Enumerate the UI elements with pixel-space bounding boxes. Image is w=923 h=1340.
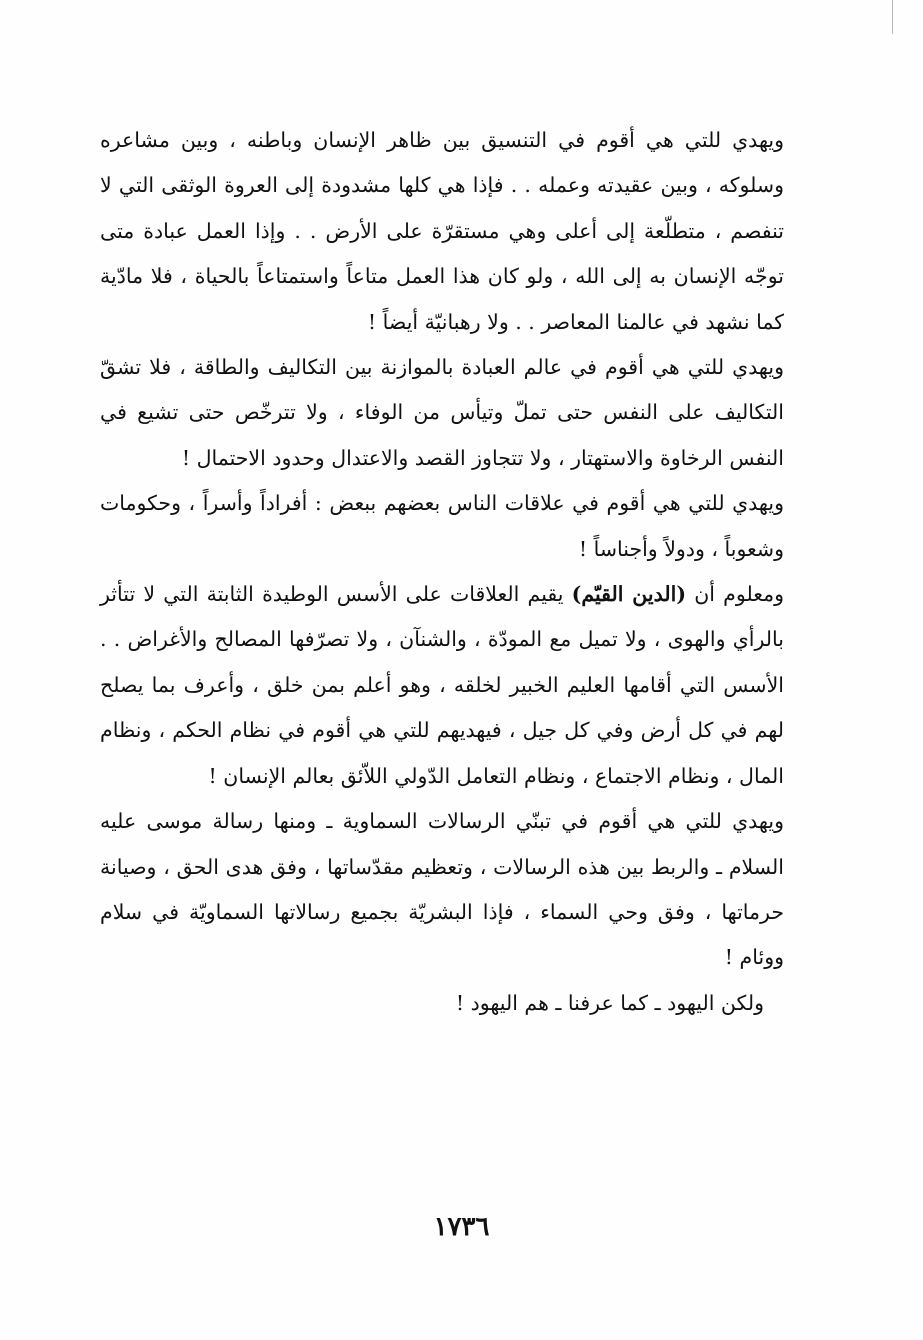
- page-number: ١٧٣٦: [433, 1212, 490, 1242]
- paragraph-6: ولكن اليهود ـ كما عرفنا ـ هم اليهود !: [455, 990, 764, 1015]
- paragraph-4-start: ومعلوم أن: [686, 582, 784, 607]
- bold-term: (الدين القيّم): [571, 582, 687, 607]
- paragraph-2: ويهدي للتي هي أقوم في عالم العبادة بالموازنة بين التكاليف والطاقة ، فلا تشقّ التكاليف على النفس حتى تملّ وتيأس من الوفاء ، ولا تترخّص حتى تشيع في النفس الرخاوة والاستهتار ، ولا تتجاوز القصد والاعتدال وحدود الاحتمال !: [100, 355, 784, 470]
- paragraph-1: ويهدي للتي هي أقوم في التنسيق بين ظاهر الإنسان وباطنه ، وبين مشاعره وسلوكه ، وبين عقيدته وعمله . . فإذا هي كلها مشدودة إلى العروة الوثقى التي لا تنفصم ، متطلّعة إلى أعلى وهي مستقرّة على الأرض . . وإذا العمل عبادة متى توجّه الإنسان به إلى الله ، ولو كان هذا العمل متاعاً واستمتاعاً بالحياة ، فلا مادّية كما نشهد في عالمنا المعاصر . . ولا رهبانيّة أيضاً !: [100, 128, 784, 334]
- page-edge-mark: [892, 0, 893, 34]
- paragraph-3: ويهدي للتي هي أقوم في علاقات الناس بعضهم ببعض : أفراداً وأسراً ، وحكومات وشعوباً ، ودولاً وأجناساً !: [100, 491, 784, 561]
- body-text: [100, 118, 812, 1026]
- paragraph-5: ويهدي للتي هي أقوم في تبنّي الرسالات السماوية ـ ومنها رسالة موسى عليه السلام ـ والربط بين هذه الرسالات ، وتعظيم مقدّساتها ، وفق هدى الحق ، وصيانة حرماتها ، وفق وحي السماء ، فإذا البشريّة بجميع رسالاتها السماويّة في سلام ووئام !: [100, 809, 784, 970]
- paragraph-4-rest: يقيم العلاقات على الأسس الوطيدة الثابتة التي لا تتأثر بالرأي والهوى ، ولا تميل مع المودّة ، والشنآن ، ولا تصرّفها المصالح والأغراض . . الأسس التي أقامها العليم الخبير لخلقه ، وهو أعلم بمن خلق ، وأعرف بما يصلح لهم في كل أرض وفي كل جيل ، فيهديهم للتي هي أقوم في نظام الحكم ، ونظام المال ، ونظام الاجتماع ، ونظام التعامل الدّولي اللاّئق بعالم الإنسان !: [100, 582, 784, 788]
- paragraph-4: [100, 572, 812, 799]
